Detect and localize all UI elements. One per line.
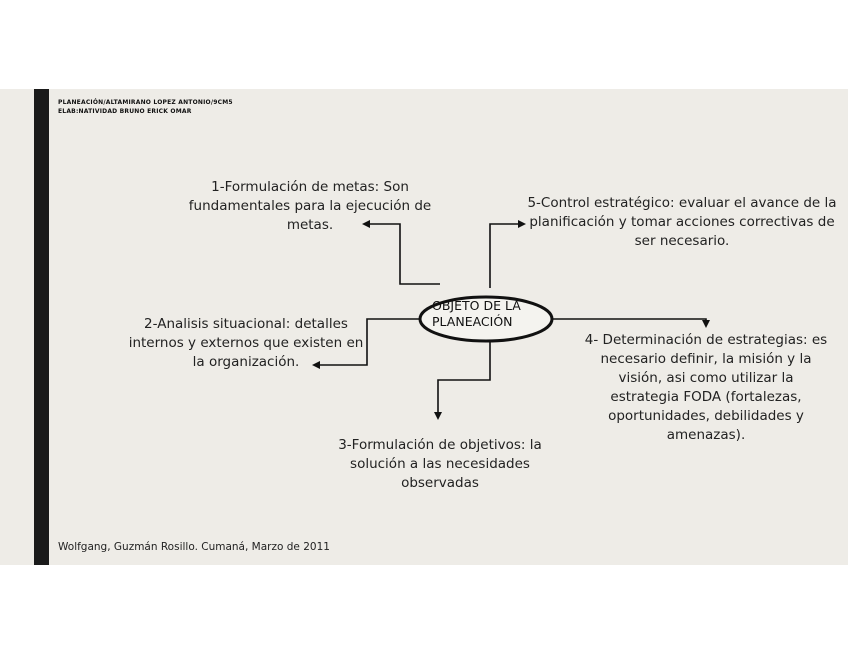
citation-footer: Wolfgang, Guzmán Rosillo. Cumaná, Marzo de 2011 — [58, 541, 330, 553]
center-label-line-2: PLANEACIÓN — [432, 314, 513, 329]
node-5-line-1: 5-Control estratégico: evaluar el avance de la — [527, 195, 837, 211]
node-formulacion-metas — [180, 178, 440, 235]
center-label — [432, 298, 542, 330]
node-4-line-6: amenazas). — [666, 427, 746, 443]
node-5-line-3: ser necesario. — [634, 233, 730, 249]
node-2-line-3: la organización. — [192, 354, 300, 370]
center-label-line-1: OBJETO DE LA — [432, 298, 521, 313]
node-control-estrategico — [524, 194, 840, 251]
connector-4 — [553, 319, 706, 326]
node-2-line-2: internos y externos que existen en — [128, 335, 364, 351]
node-1-line-2: fundamentales para la ejecución de — [188, 198, 432, 214]
node-3-line-3: observadas — [401, 475, 479, 491]
node-1-line-1: 1-Formulación de metas: Son — [211, 179, 409, 195]
node-3-line-1: 3-Formulación de objetivos: la — [338, 437, 542, 453]
node-4-line-2: necesario definir, la misión y la — [600, 351, 812, 367]
node-determinacion-estrategias — [580, 331, 832, 445]
node-4-line-1: 4- Determinación de estrategias: es — [584, 332, 828, 348]
header-line-1: PLANEACIÓN/ALTAMIRANO LOPEZ ANTONIO/9CM5 — [58, 99, 233, 106]
connector-3 — [438, 342, 490, 418]
node-3-line-2: solución a las necesidades — [350, 456, 530, 472]
connector-5 — [490, 224, 524, 288]
node-4-line-4: estrategia FODA (fortalezas, — [610, 389, 802, 405]
node-5-line-2: planificación y tomar acciones correctivas de — [529, 214, 835, 230]
node-4-line-5: oportunidades, debilidades y — [608, 408, 804, 424]
node-analisis-situacional — [118, 315, 374, 372]
header-line-2: ELAB:NATIVIDAD BRUNO ERICK OMAR — [58, 108, 192, 115]
node-formulacion-objetivos — [320, 436, 560, 493]
node-2-line-1: 2-Analisis situacional: detalles — [144, 316, 348, 332]
node-4-line-3: visión, asi como utilizar la — [618, 370, 794, 386]
node-1-line-3: metas. — [286, 217, 334, 233]
